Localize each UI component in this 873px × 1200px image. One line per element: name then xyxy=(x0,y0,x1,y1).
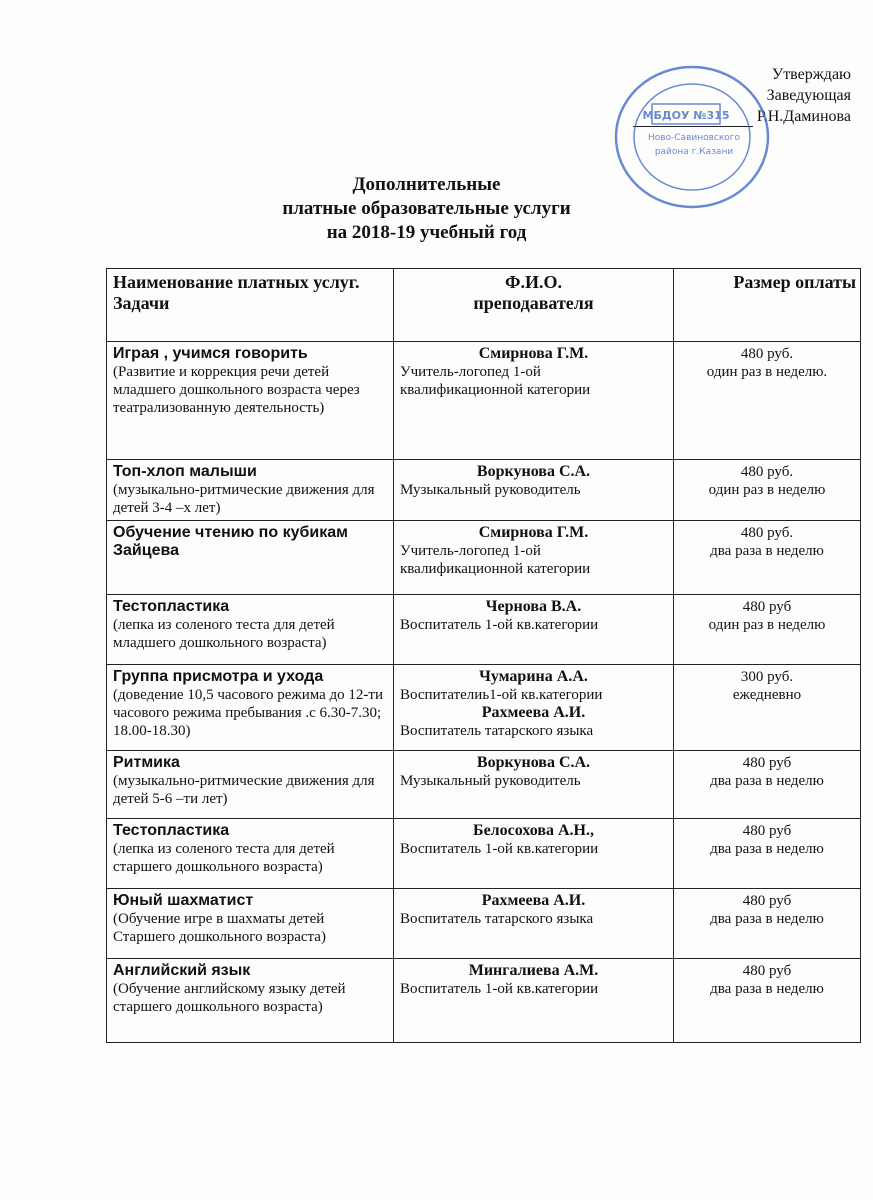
teacher-cell xyxy=(394,595,674,665)
service-cell xyxy=(107,959,394,1043)
teacher-post: Воспитателиь1-ой кв.категории xyxy=(400,687,603,703)
teacher-cell xyxy=(394,521,674,595)
price-amount: 480 руб xyxy=(742,963,792,979)
title-line-1: Дополнительные xyxy=(352,174,501,195)
price-amount: 480 руб. xyxy=(740,525,794,541)
teacher-post: Воспитатель 1-ой кв.категории xyxy=(400,617,599,633)
service-cell xyxy=(107,342,394,460)
service-cell xyxy=(107,889,394,959)
table-row xyxy=(107,595,861,665)
title-line-3: на 2018-19 учебный год xyxy=(326,222,527,243)
approval-line-2: Заведующая xyxy=(766,87,851,104)
price-cell xyxy=(674,460,861,521)
price-cell xyxy=(674,959,861,1043)
title-line-2: платные образовательные услуги xyxy=(282,198,571,219)
service-name: Ритмика xyxy=(113,754,180,771)
price-frequency: два раза в неделю xyxy=(710,841,824,857)
service-cell xyxy=(107,595,394,665)
service-cell xyxy=(107,460,394,521)
price-frequency: два раза в неделю xyxy=(710,773,824,789)
price-amount: 480 руб xyxy=(742,599,792,615)
table-row xyxy=(107,460,861,521)
service-cell xyxy=(107,819,394,889)
service-description: (Развитие и коррекция речи детей младшего дошкольного возраста через театрализованную деятельность) xyxy=(113,364,360,416)
teacher-name: Мингалиева А.М. xyxy=(468,962,599,979)
teacher-name: Рахмеева А.И. xyxy=(481,704,586,721)
table-row xyxy=(107,665,861,751)
teacher-name: Воркунова С.А. xyxy=(476,463,591,480)
teacher-post: Музыкальный руководитель xyxy=(400,482,581,498)
teacher-post: Воспитатель 1-ой кв.категории xyxy=(400,841,599,857)
teacher-name: Белосохова А.Н., xyxy=(473,822,594,839)
service-description: (доведение 10,5 часового режима до 12-ти часового режима пребывания .с 6.30-7.30; 18.00-18.30) xyxy=(113,687,384,739)
svg-text:района г.Казани: района г.Казани xyxy=(654,147,734,157)
price-amount: 480 руб xyxy=(742,823,792,839)
service-description: (лепка из соленого теста для детей старшего дошкольного возраста) xyxy=(113,841,335,875)
teacher-cell xyxy=(394,889,674,959)
service-name: Играя , учимся говорить xyxy=(113,345,308,362)
table-row xyxy=(107,751,861,819)
service-name: Тестопластика xyxy=(113,822,230,839)
price-cell xyxy=(674,751,861,819)
teacher-name: Смирнова Г.М. xyxy=(478,345,589,362)
teacher-cell xyxy=(394,460,674,521)
header-price: Размер оплаты xyxy=(674,269,861,342)
table-row xyxy=(107,521,861,595)
teacher-cell xyxy=(394,665,674,751)
service-name: Юный шахматист xyxy=(113,892,254,909)
price-frequency: ежедневно xyxy=(732,687,802,703)
teacher-name: Смирнова Г.М. xyxy=(478,524,589,541)
teacher-name: Чумарина А.А. xyxy=(479,668,588,685)
teacher-post: Воспитатель татарского языка xyxy=(400,723,594,739)
teacher-cell xyxy=(394,342,674,460)
table-row xyxy=(107,959,861,1043)
price-amount: 480 руб. xyxy=(740,464,794,480)
price-amount: 480 руб xyxy=(742,893,792,909)
header-teacher-line-1: Ф.И.О. xyxy=(505,272,562,292)
service-name: Группа присмотра и ухода xyxy=(113,668,324,685)
price-cell xyxy=(674,665,861,751)
header-service: Наименование платных услуг. Задачи xyxy=(107,269,394,342)
table-row xyxy=(107,889,861,959)
price-cell xyxy=(674,595,861,665)
approval-line-1: Утверждаю xyxy=(771,66,851,83)
teacher-post: Музыкальный руководитель xyxy=(400,773,581,789)
service-description: (музыкально-ритмические движения для детей 3-4 –х лет) xyxy=(113,482,375,516)
price-frequency: два раза в неделю xyxy=(710,981,824,997)
service-description: (Обучение игре в шахматы детей Старшего дошкольного возраста) xyxy=(113,911,326,945)
price-frequency: два раза в неделю xyxy=(710,911,824,927)
service-name: Тестопластика xyxy=(113,598,230,615)
service-description: (Обучение английскому языку детей старшего дошкольного возраста) xyxy=(113,981,346,1015)
service-description: (лепка из соленого теста для детей младшего дошкольного возраста) xyxy=(113,617,335,651)
teacher-name: Воркунова С.А. xyxy=(476,754,591,771)
price-cell xyxy=(674,889,861,959)
teacher-cell xyxy=(394,819,674,889)
teacher-post: Воспитатель 1-ой кв.категории xyxy=(400,981,599,997)
teacher-post: Учитель-логопед 1-ой квалификационной категории xyxy=(400,364,591,398)
service-description: (музыкально-ритмические движения для детей 5-6 –ти лет) xyxy=(113,773,375,807)
service-name: Английский язык xyxy=(113,962,251,979)
price-cell xyxy=(674,521,861,595)
table-row xyxy=(107,342,861,460)
teacher-name: Чернова В.А. xyxy=(485,598,582,615)
teacher-cell xyxy=(394,959,674,1043)
document-title xyxy=(0,173,873,245)
price-cell xyxy=(674,819,861,889)
service-cell xyxy=(107,521,394,595)
table-row xyxy=(107,819,861,889)
teacher-post: Воспитатель татарского языка xyxy=(400,911,594,927)
price-frequency: один раз в неделю. xyxy=(706,364,828,380)
price-amount: 300 руб. xyxy=(740,669,794,685)
header-teacher xyxy=(394,269,674,342)
service-cell xyxy=(107,751,394,819)
price-frequency: два раза в неделю xyxy=(710,543,824,559)
price-frequency: один раз в неделю xyxy=(708,482,826,498)
svg-text:МБДОУ №315: МБДОУ №315 xyxy=(642,109,730,122)
service-name: Топ-хлоп малыши xyxy=(113,463,257,480)
svg-text:Ново-Савиновского: Ново-Савиновского xyxy=(647,133,741,143)
service-cell xyxy=(107,665,394,751)
price-amount: 480 руб. xyxy=(740,346,794,362)
service-name: Обучение чтению по кубикам Зайцева xyxy=(113,524,348,559)
teacher-name: Рахмеева А.И. xyxy=(481,892,586,909)
table-header-row xyxy=(107,269,861,342)
teacher-post: Учитель-логопед 1-ой квалификационной категории xyxy=(400,543,591,577)
price-amount: 480 руб xyxy=(742,755,792,771)
price-frequency: один раз в неделю xyxy=(708,617,826,633)
services-table xyxy=(106,268,861,1043)
teacher-cell xyxy=(394,751,674,819)
header-teacher-line-2: преподавателя xyxy=(473,293,594,313)
price-cell xyxy=(674,342,861,460)
approval-line-3: Р.Н.Даминова xyxy=(756,108,851,125)
